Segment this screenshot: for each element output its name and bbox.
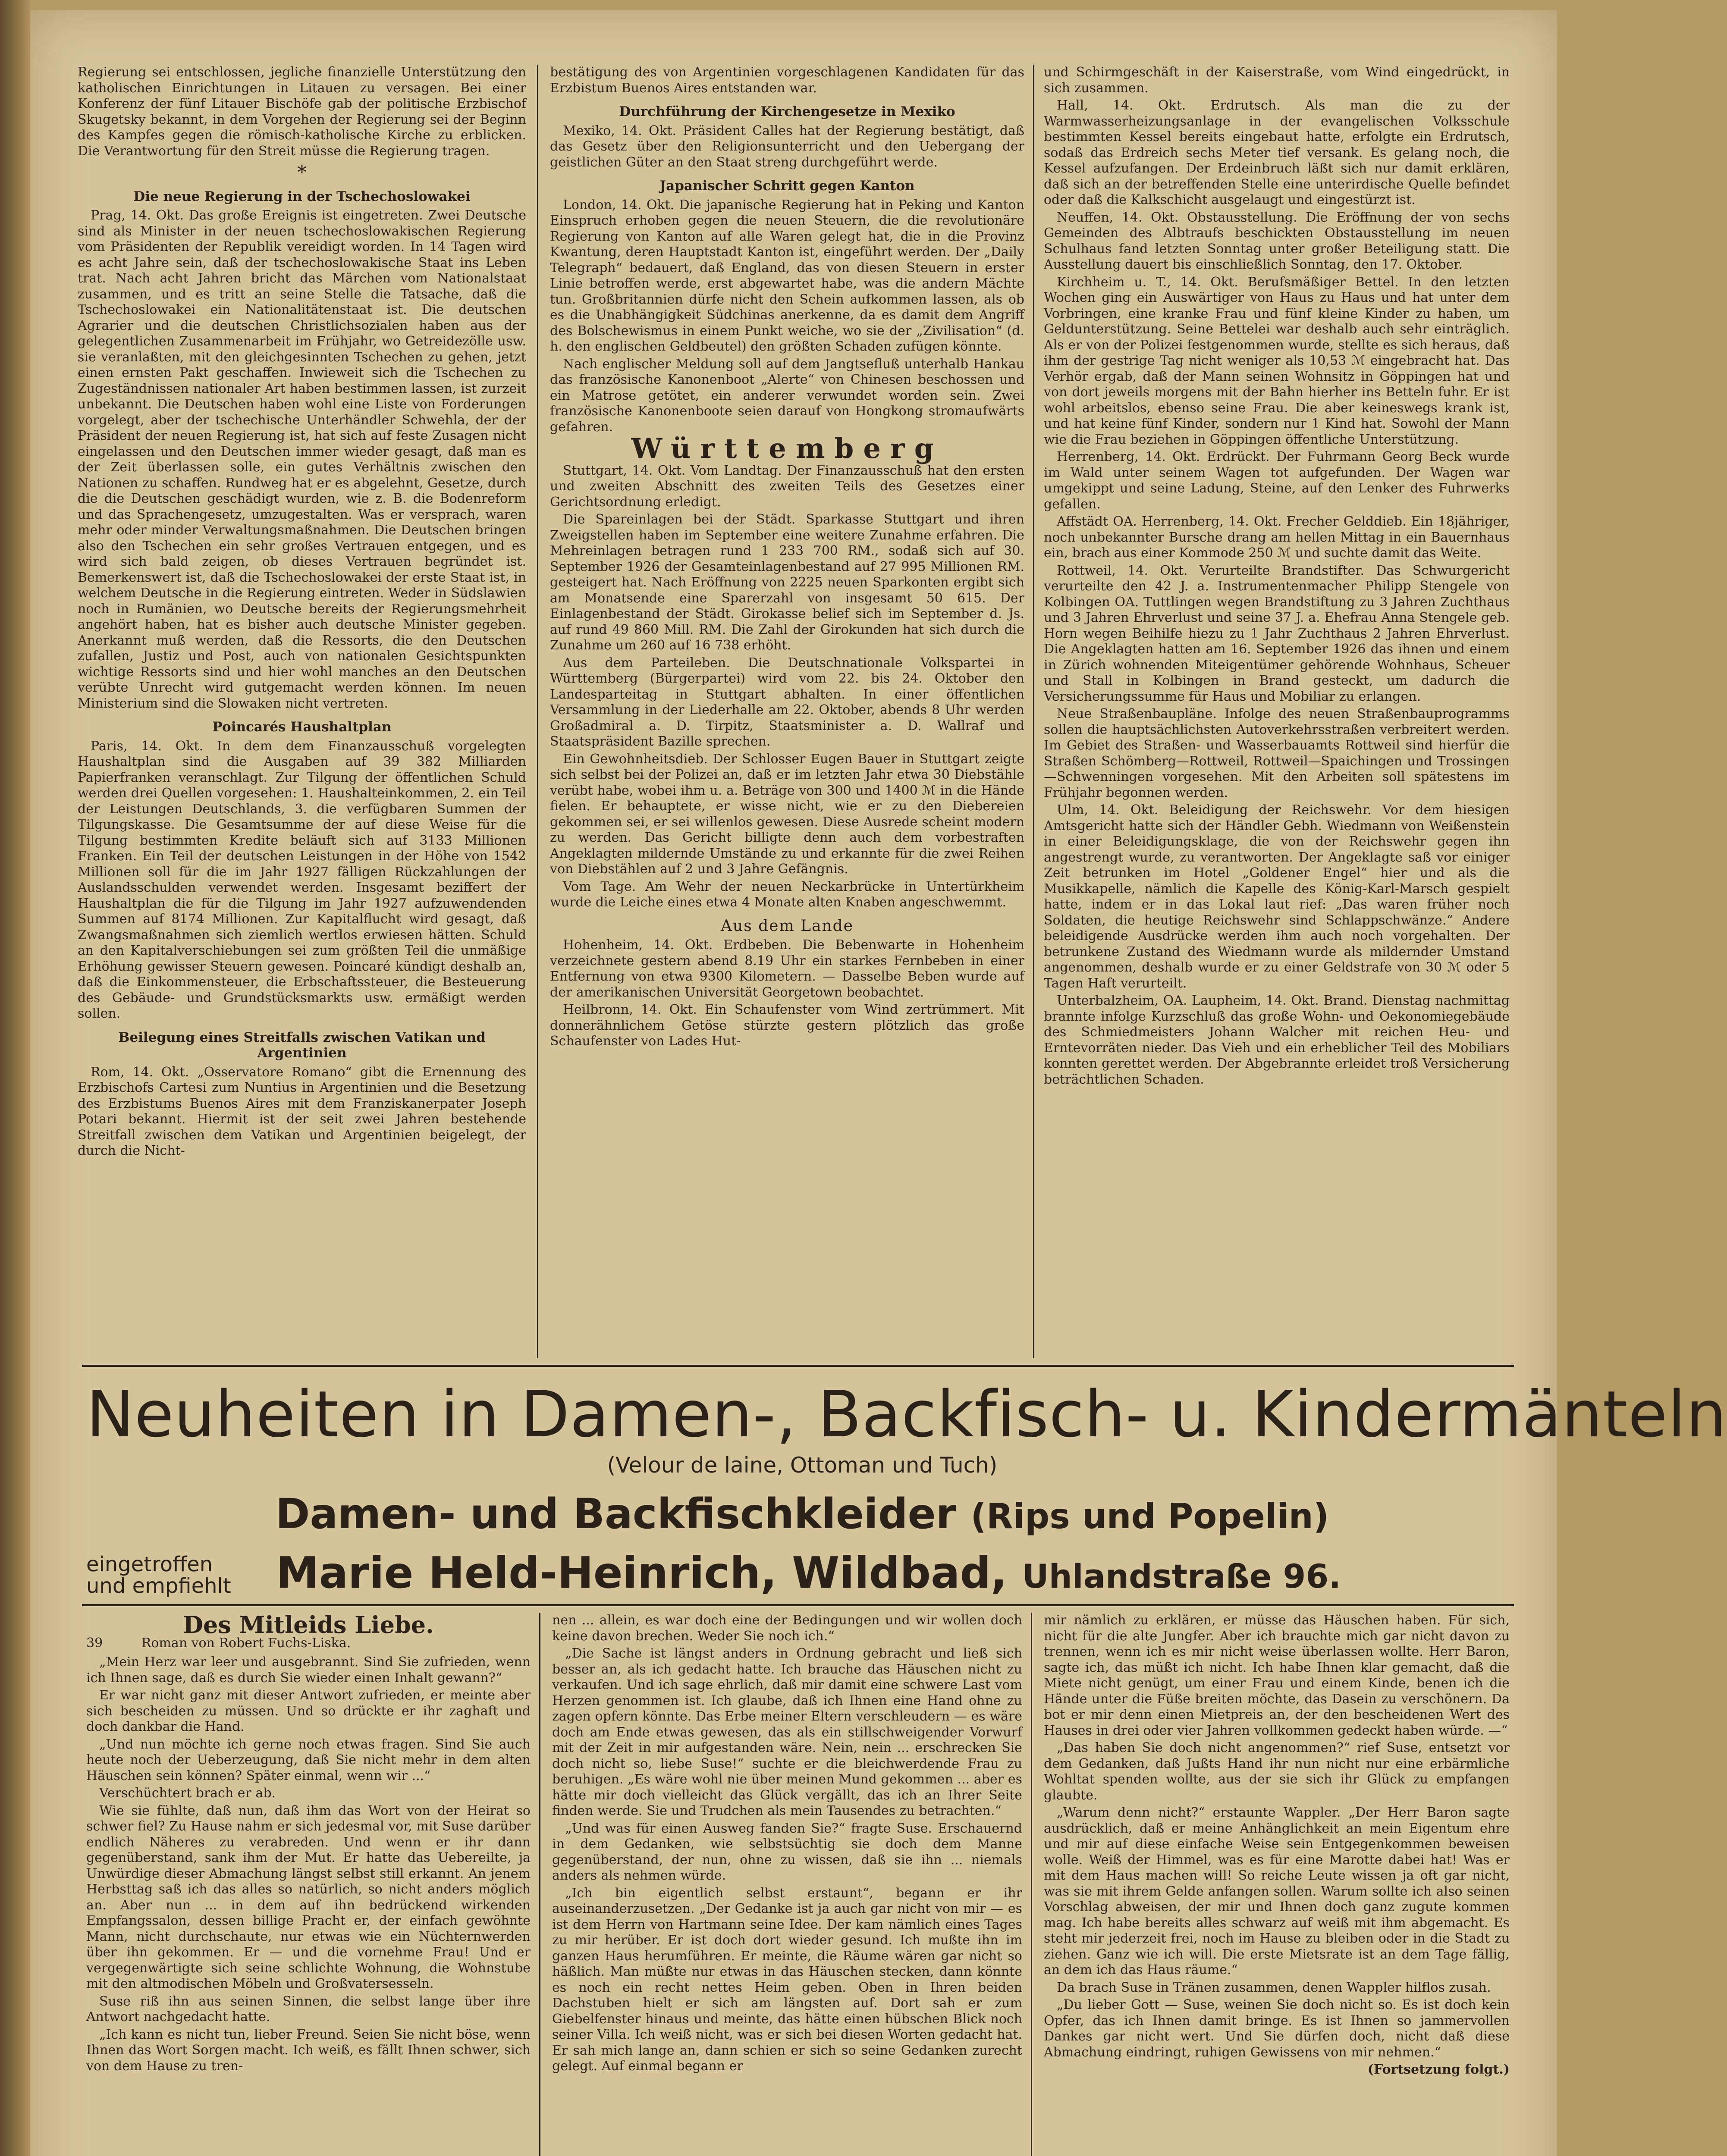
article-paragraph: Ein Gewohnheitsdieb. Der Schlosser Eugen Bauer in Stuttgart zeigte sich selbst bei der Polizei an, daß er im letzten Jahr etwa 30 Diebstähle verübt habe, wobei ihm u. a. Beträge von 300 und 1400 ℳ in die Hände fielen. Er behauptete, er wisse nicht, wie er zu den Diebereien gekommen sei, er sei willenlos gewesen. Diese Ausrede scheint modern zu werden. Das Gericht billigte denn auch dem vorbestraften Angeklagten mildernde Umstände zu und erkannte für die zwei Reihen von Diebstählen auf 2 und 3 Jahre Gefängnis. — [550, 751, 1024, 877]
article-paragraph: Hall, 14. Okt. Erdrutsch. Als man die zu der Warmwasserheizungsanlage in der evangelischen Volksschule bestimmten Kessel bereits eingebaut hatte, erfolgte ein Erdrutsch, sodaß das Erdreich sechs Meter tief versank. Es gelang noch, die Kessel aufzufangen. Der Erdeinbruch läßt sich nur damit erklären, daß sich an der betreffenden Stelle eine unterirdische Quelle befindet oder daß die Kalkschicht ausgelaugt und eingestürzt ist. — [1044, 98, 1510, 207]
ad-dresses-paren: (Rips und Popelin) — [970, 1496, 1329, 1536]
novel-column-1 — [86, 1613, 531, 2156]
ad-firm: Marie Held-Heinrich, Wildbad, — [276, 1548, 1008, 1598]
column-divider — [537, 65, 538, 1358]
novel-paragraph: „Ich kann es nicht tun, lieber Freund. Seien Sie nicht böse, wenn Ihnen das Wort Sorgen macht. Ich weiß, es fällt Ihnen schwer, sich von dem Hause zu tren- — [86, 2027, 531, 2074]
novel-paragraph: „Und nun möchte ich gerne noch etwas fragen. Sind Sie auch heute noch der Ueberzeugung, daß Sie nicht mehr in dem alten Häuschen sein können? Später einmal, wenn wir ...“ — [86, 1736, 531, 1783]
section-title: Württemberg — [631, 432, 943, 465]
ad-firm-name — [276, 1548, 1341, 1598]
novel-paragraph: Er war nicht ganz mit dieser Antwort zufrieden, er meinte aber sich bescheiden zu müssen. Und so drückte er ihr zaghaft und doch dankbar die Hand. — [86, 1688, 531, 1734]
article-paragraph: Stuttgart, 14. Okt. Vom Landtag. Der Finanzausschuß hat den ersten und zweiten Abschnitt des zweiten Teils des Gesetzes einer Gerichtsordnung erledigt. — [550, 463, 1024, 510]
novel-paragraph: nen ... allein, es war doch eine der Bedingungen und wir wollen doch keine davon brechen. Weder Sie noch ich.“ — [552, 1613, 1022, 1644]
novel-paragraph: „Warum denn nicht?“ erstaunte Wappler. „Der Herr Baron sagte ausdrücklich, daß er meine Anhänglichkeit an mein Eigentum ehre und mir auf diese einfache Weise sein Entgegenkommen beweisen wolle. Weiß der Himmel, was es für eine Marotte dabei hat! Was er mit dem Haus machen will! So reiche Leute wissen ja oft gar nicht, was sie mit ihrem Gelde anfangen sollen. Warum sollte ich also seinen Vorschlag abweisen, der mir und Ihnen doch ganz zugute kommen mag. Ich habe bereits alles schwarz auf weiß mit ihm abgemacht. Es steht mir jederzeit frei, noch im Hause zu bleiben oder in die Stadt zu ziehen. Ganz wie ich will. Die erste Mietsrate ist an dem Tage fällig, an dem ich das Haus räume.“ — [1044, 1805, 1510, 1977]
article-paragraph: Rom, 14. Okt. „Osservatore Romano“ gibt die Ernennung des Erzbischofs Cartesi zum Nuntius in Argentinien und die Besetzung des Erzbistums Buenos Aires mit dem Franziskanerpater Joseph Potari bekannt. Hiermit ist der seit zwei Jahren bestehende Streitfall zwischen dem Vatikan und Argentinien beigelegt, der durch die Nicht- — [78, 1064, 526, 1158]
article-paragraph: Die Spareinlagen bei der Städt. Sparkasse Stuttgart und ihren Zweigstellen haben im September eine weitere Zunahme erfahren. Die Mehreinlagen betragen rund 1 233 700 RM., sodaß sich auf 30. September 1926 der Gesamteinlagenbestand auf 27 995 Millionen RM. gesteigert hat. Nach Eröffnung von 2225 neuen Sparkonten ergibt sich am Monatsende eine Sparerzahl von insgesamt 50 615. Der Einlagenbestand der Städt. Girokasse belief sich im September d. Js. auf rund 49 860 Mill. RM. Die Zahl der Girokunden hat sich durch die Zunahme um 260 auf 16 738 erhöht. — [550, 512, 1024, 653]
novel-title: Des Mitleids Liebe. — [183, 1611, 434, 1639]
article-paragraph: Paris, 14. Okt. In dem dem Finanzausschuß vorgelegten Haushaltplan sind die Ausgaben auf 39 382 Milliarden Papierfranken veranschlagt. Zur Tilgung der öffentlichen Schuld werden drei Quellen vorgesehen: 1. Haushalteinkommen, 2. ein Teil der Leistungen Deutschlands, 3. die verfügbaren Summen der Tilgungskasse. Die Gesamtsumme der auf diese Weise für die Tilgung bestimmten Kredite beläuft sich auf 3133 Millionen Franken. Ein Teil der deutschen Leistungen in der Höhe von 1542 Millionen soll für die im Jahr 1927 fälligen Rückzahlungen der Auslandsschulden verwendet werden. Insgesamt beziffert der Haushaltplan die für die Tilgung im Jahr 1927 aufzuwendenden Summen auf 8174 Millionen. Zur Kapitalflucht wird gesagt, daß Zwangsmaßnahmen sich ziemlich wertlos erwiesen hätten. Schuld an den Kapitalverschiebungen sei zum größten Teil die unmäßige Erhöhung gewisser Steuern gewesen. Poincaré kündigt deshalb an, daß die Einkommensteuer, die Erbschaftssteuer, die Besteuerung des Gebäude- und Grundstücksmarkts usw. ermäßigt werden sollen. — [78, 738, 526, 1021]
article-paragraph: Prag, 14. Okt. Das große Ereignis ist eingetreten. Zwei Deutsche sind als Minister in der neuen tschechoslowakischen Regierung vom Präsidenten der Republik vereidigt worden. In 14 Tagen wird es acht Jahre sein, daß der tschechoslowakische Staat ins Leben trat. Nach acht Jahren bricht das Märchen vom Nationalstaat zusammen, und es tritt an seine Stelle die Tatsache, daß die Tschechoslowakei ein Nationalitätenstaat ist. Die deutschen Agrarier und die deutschen Christlichsozialen haben aus der gelegentlichen Zusammenarbeit im Frühjahr, wo Getreidezölle usw. sie veranlaßten, mit den gleichgesinnten Tschechen zu gehen, jetzt einen ernsten Pakt geschaffen. Inwieweit sich die Tschechen zu Zugeständnissen nationaler Art haben bestimmen lassen, ist zurzeit unbekannt. Die Deutschen haben wohl eine Liste von Forderungen vorgelegt, aber der tschechische Unterhändler Schwehla, der der Präsident der neuen Regierung ist, hat sich auf feste Zusagen nicht eingelassen und den Deutschen immer wieder gesagt, daß man es der Zeit überlassen solle, ein gutes Verhältnis zwischen den Nationen zu schaffen. Rundweg hat er es abgelehnt, Gesetze, durch die die Deutschen geschädigt wurden, wie z. B. die Bodenreform und das Sprachengesetz, umzugestalten. Was er versprach, waren mehr oder minder Verwaltungsmaßnahmen. Die Deutschen bringen also den Tschechen ein sehr großes Vertrauen entgegen, und es wird sich bald zeigen, ob dieses Vertrauen begründet ist. Bemerkenswert ist, daß die Tschechoslowakei der erste Staat ist, in welchem Deutsche in die Regierung eintreten. Weder in Südslawien noch in Rumänien, wo Deutsche bereits der Regierungsmehrheit angehört haben, hat es bisher auch deutsche Minister gegeben. Anerkannt muß werden, daß die Ressorts, die den Deutschen zufallen, Justiz und Post, auch von nationalen Gesichtspunkten wichtige Ressorts sind und hier wohl manches an den Deutschen verübte Unrecht wird gutgemacht werden können. Im neuen Ministerium sind die Slowaken nicht vertreten. — [78, 208, 526, 711]
article-paragraph: Mexiko, 14. Okt. Präsident Calles hat der Regierung bestätigt, daß das Gesetz über den Religionsunterricht und den Uebergang der geistlichen Güter an den Staat streng durchgeführt werde. — [550, 123, 1024, 170]
article-paragraph: Regierung sei entschlossen, jegliche finanzielle Unterstützung den katholischen Einrichtungen in Litauen zu versagen. Bei einer Konferenz der fünf Litauer Bischöfe gab der politische Erzbischof Skugetsky bekannt, in dem Vorgehen der Regierung sei der Beginn des Kampfes gegen die römisch-katholische Kirche zu erblicken. Die Verantwortung für den Streit müsse die Regierung tragen. — [78, 65, 526, 159]
advertisement — [86, 1377, 1727, 1602]
ad-small-text — [86, 1554, 231, 1597]
novel-paragraph: Da brach Suse in Tränen zusammen, denen Wappler hilflos zusah. — [1057, 1980, 1491, 1995]
article-paragraph: Neue Straßenbaupläne. Infolge des neuen Straßenbauprogramms sollen die hauptsächlichsten Autoverkehrsstraßen verbreitert werden. Im Gebiet des Straßen- und Wasserbauamts Rottweil sind hierfür die Straßen Schömberg—Rottweil, Rottweil—Spaichingen und Trossingen—Schwenningen vorgesehen. Mit den Arbeiten soll spätestens im Frühjahr begonnen werden. — [1044, 706, 1510, 800]
article-paragraph: Vom Tage. Am Wehr der neuen Neckarbrücke in Untertürkheim wurde die Leiche eines etwa 4 Monate alten Knaben angeschwemmt. — [550, 879, 1024, 910]
column-divider — [1033, 65, 1034, 1358]
novel-column-2 — [552, 1613, 1022, 2156]
article-headline: Die neue Regierung in der Tschechoslowakei — [133, 188, 471, 204]
article-paragraph: Neuffen, 14. Okt. Obstausstellung. Die Eröffnung der von sechs Gemeinden des Albtraufs beschickten Obstausstellung im neuen Schulhaus fand letzten Sonntag unter großer Beteiligung statt. Die Ausstellung dauert bis einschließlich Sonntag, den 17. Oktober. — [1044, 210, 1510, 272]
ad-dresses — [86, 1490, 1518, 1538]
novel-paragraph: „Ich bin eigentlich selbst erstaunt“, begann er ihr auseinanderzusetzen. „Der Gedanke ist ja auch gar nicht von mir — es ist dem Herrn von Hartmann seine Idee. Der kam nämlich eines Tages zu mir herüber. Er ist doch dort wieder gesund. Ich mußte ihn im ganzen Haus herumführen. Er meinte, die Räume wären gar nicht so häßlich. Man müßte nur etwas in das Häuschen stecken, dann könnte es noch ein recht nettes Heim geben. Oben in Ihren beiden Dachstuben hielt er sich am längsten auf. Dort sah er zum Giebelfenster hinaus und meinte, das hätte einen hübschen Blick noch seiner Villa. Ich weiß nicht, was er sich bei diesen Worten gedacht hat. Er sah mich lange an, dann schien er sich so seine Gedanken zurecht gelegt. Auf einmal begann er — [552, 1885, 1022, 2074]
column-2 — [550, 65, 1024, 1350]
article-paragraph: Nach englischer Meldung soll auf dem Jangtsefluß unterhalb Hankau das französische Kanonenboot „Alerte“ von Chinesen beschossen und ein Matrose getötet, ein anderer verwundet worden sein. Zwei französische Kanonenboote seien darauf von Hongkong stromaufwärts gefahren. — [550, 356, 1024, 435]
installment-number: 39 — [86, 1635, 103, 1651]
ad-small-line: eingetroffen — [86, 1552, 213, 1576]
column-divider — [539, 1613, 540, 2156]
article-paragraph: Aus dem Parteileben. Die Deutschnationale Volkspartei in Württemberg (Bürgerpartei) wird vom 22. bis 24. Oktober den Landesparteitag in Stuttgart abhalten. In einer öffentlichen Versammlung in der Liederhalle am 22. Oktober, abends 8 Uhr werden Großadmiral a. D. Tirpitz, Staatsminister a. D. Wallraf und Staatspräsident Bazille sprechen. — [550, 655, 1024, 749]
novel-paragraph: „Und was für einen Ausweg fanden Sie?“ fragte Suse. Erschauernd in dem Gedanken, wie selbstsüchtig sie doch dem Manne gegenüberstand, der nun, ohne zu wissen, daß sie ihn ... niemals anders als nehmen würde. — [552, 1821, 1022, 1883]
novel-paragraph: Suse riß ihn aus seinen Sinnen, die selbst lange über ihre Antwort nachgedacht hatte. — [86, 1993, 531, 2024]
article-paragraph: Hohenheim, 14. Okt. Erdbeben. Die Bebenwarte in Hohenheim verzeichnete gestern abend 8.19 Uhr ein starkes Fernbeben in einer Entfernung von etwa 9300 Kilometern. — Dasselbe Beben wurde auf der amerikanischen Universität Georgetown beobachtet. — [550, 937, 1024, 1000]
novel-text — [86, 1655, 531, 2074]
ad-dresses-main: Damen- und Backfischkleider — [275, 1490, 956, 1538]
novel-paragraph: „Das haben Sie doch nicht angenommen?“ rief Suse, entsetzt vor dem Gedanken, daß Jußts Hand ihr nun nicht nur eine erbärmliche Wohltat spenden wollte, aus der sie sich ihr Glück zu empfangen glaubte. — [1044, 1740, 1510, 1803]
column-divider — [1031, 1613, 1032, 2156]
article-headline: Durchführung der Kirchengesetze in Mexiko — [619, 104, 955, 119]
article-headline: Beilegung eines Streitfalls zwischen Vatikan und Argentinien — [118, 1029, 486, 1061]
novel-paragraph: „Du lieber Gott — Suse, weinen Sie doch nicht so. Es ist doch kein Opfer, das ich Ihnen damit bringe. Es ist Ihnen so jammervollen Dankes gar nicht wert. Und Sie dürfen doch, nicht daß diese Abmachung eindringt, ruhigen Gewissens von mir nehmen.“ — [1044, 1997, 1510, 2060]
separator-star: * — [297, 162, 307, 184]
ad-address: Uhlandstraße 96. — [1022, 1557, 1341, 1595]
novel-text — [1044, 1613, 1510, 2060]
book-binding — [0, 0, 30, 2156]
ad-subtitle: (Velour de laine, Ottoman und Tuch) — [607, 1453, 998, 1478]
article-paragraph: und Schirmgeschäft in der Kaiserstraße, vom Wind eingedrückt, in sich zusammen. — [1044, 65, 1510, 96]
article-headline: Poincarés Haushaltplan — [212, 719, 392, 735]
ad-firm-row — [86, 1548, 1518, 1599]
ad-headline: Neuheiten in Damen-, Backfisch- u. Kindermänteln — [86, 1377, 1727, 1451]
column-3 — [1044, 65, 1510, 1350]
article-paragraph: bestätigung des von Argentinien vorgeschlagenen Kandidaten für das Erzbistum Buenos Aires entstanden war. — [550, 65, 1024, 96]
continued-note: (Fortsetzung folgt.) — [1367, 2062, 1510, 2077]
article-paragraph: Herrenberg, 14. Okt. Erdrückt. Der Fuhrmann Georg Beck wurde im Wald unter seinem Wagen tot aufgefunden. Der Wagen war umgekippt und seine Ladung, Steine, auf den Lenker des Fuhrwerks gefallen. — [1044, 449, 1510, 512]
article-paragraph: Ulm, 14. Okt. Beleidigung der Reichswehr. Vor dem hiesigen Amtsgericht hatte sich der Händler Gebh. Wiedmann von Weißenstein in einer Beleidigungsklage, die von der Reichswehr gegen ihn angestrengt wurde, zu verantworten. Der Angeklagte saß vor einiger Zeit betrunken im Hotel „Goldener Engel“ hier und als die Musikkapelle, nämlich die Kapelle des König-Karl-Marsch gespielt hatte, indem er in das Lokal laut rief: „Das waren früher noch Soldaten, die heutige Reichswehr sind Schlappschwänze.“ Andere beleidigende Ausdrücke werden ihm auch noch vorgehalten. Der betrunkene Zustand des Wiedmann wurde als mildernder Umstand angenommen, deshalb wurde er zu einer Geldstrafe von 30 ℳ oder 5 Tagen Haft verurteilt. — [1044, 802, 1510, 991]
novel-paragraph: „Mein Herz war leer und ausgebrannt. Sind Sie zufrieden, wenn ich Ihnen sage, daß es durch Sie wieder einen Inhalt gewann?“ — [86, 1655, 531, 1686]
article-headline: Japanischer Schritt gegen Kanton — [659, 178, 915, 194]
ad-bottom-rule — [82, 1604, 1514, 1606]
novel-column-3 — [1044, 1613, 1510, 2156]
article-paragraph: Affstädt OA. Herrenberg, 14. Okt. Frecher Gelddieb. Ein 18jähriger, noch unbekannter Bursche drang am hellen Mittag in ein Bauernhaus ein, brach aus einer Kommode 250 ℳ und suchte damit das Weite. — [1044, 514, 1510, 561]
novel-paragraph: mir nämlich zu erklären, er müsse das Häuschen haben. Für sich, nicht für die alte Jungfer. Aber ich brauchte mich gar nicht davon zu trennen, wenn ich es mir nicht weise überlassen wollte. Herr Baron, sagte ich, das müßt ich nicht. Ich habe Ihnen klar gemacht, daß die Miete nicht genügt, um einer Frau und einem Kinde, benen ich die Hände unter die Füße breiten möchte, das Dasein zu verschönern. Da bot er mir denn einen Mietpreis an, der den bescheidenen Wert des Hauses in drei oder vier Jahren vollkommen gedeckt haben würde. —“ — [1044, 1613, 1510, 1738]
column-1 — [78, 65, 526, 1350]
novel-paragraph: Verschüchtert brach er ab. — [99, 1786, 276, 1801]
novel-byline: Roman von Robert Fuchs-Liska. — [141, 1635, 351, 1651]
article-paragraph: Rottweil, 14. Okt. Verurteilte Brandstifter. Das Schwurgericht verurteilte den 42 J. a. Instrumentenmacher Philipp Stengele von Kolbingen OA. Tuttlingen wegen Brandstiftung zu 3 Jahren Zuchthaus und 3 Jahren Ehrverlust und seine 37 J. a. Ehefrau Anna Stengele geb. Horn wegen Beihilfe hiezu zu 1 Jahr Zuchthaus 2 Jahren Ehrverlust. Die Angeklagten hatten am 16. September 1926 das ihnen und einem in Zürich wohnenden Miteigentümer gehörende Wohnhaus, Scheuer und Stall in Kolbingen in Brand gesteckt, um dadurch die Versicherungssumme für Haus und Mobiliar zu erlangen. — [1044, 563, 1510, 704]
novel-paragraph: „Die Sache ist längst anders in Ordnung gebracht und ließ sich besser an, als ich gedacht hatte. Ich brauche das Häuschen nicht zu verkaufen. Und ich sage ehrlich, daß mir damit eine schwere Last vom Herzen genommen ist. Ich glaube, daß ich Ihnen eine Hand ohne zu zagen opfern könnte. Das Erbe meiner Eltern verschleudern — es wäre doch am Ende etwas gewesen, das als ein stillschweigender Vorwurf mit der Zeit in mir aufgestanden wäre. Nein, nein ... erschrecken Sie doch nicht so, liebe Suse!“ suchte er die bleichwerdende Frau zu beruhigen. „Es wäre wohl nie über meinen Mund gekommen ... aber es hätte mir doch vielleicht das Glück vergällt, das ich an Ihrer Seite finden werde. Sie und Trudchen als mein Tausendes zu betrachten.“ — [552, 1646, 1022, 1818]
novel-byline-row — [86, 1636, 531, 1651]
article-paragraph: Unterbalzheim, OA. Laupheim, 14. Okt. Brand. Dienstag nachmittag brannte infolge Kurzschluß das große Wohn- und Oekonomiegebäude des Schmiedmeisters Johann Walcher mit reichen Heu- und Erntevorräten nieder. Das Vieh und ein erheblicher Teil des Mobiliars konnten gerettet werden. Der Abgebrannte erleidet troß Versicherung beträchtlichen Schaden. — [1044, 993, 1510, 1087]
ad-small-line: und empfiehlt — [86, 1574, 231, 1598]
article-paragraph: Heilbronn, 14. Okt. Ein Schaufenster vom Wind zertrümmert. Mit donnerähnlichem Getöse stürzte gestern plötzlich das große Schaufenster von Lades Hut- — [550, 1002, 1024, 1049]
article-paragraph: Kirchheim u. T., 14. Okt. Berufsmäßiger Bettel. In den letzten Wochen ging ein Auswärtiger von Haus zu Haus und hat unter dem Vorbringen, eine kranke Frau und fünf kleine Kinder zu haben, um Geldunterstützung. Seine Bettelei war deshalb auch sehr einträglich. Als er von der Polizei festgenommen wurde, stellte es sich heraus, daß ihm der gestrige Tag nicht weniger als 10,53 ℳ eingebracht hat. Das Verhör ergab, daß der Mann seinen Wohnsitz in Göppingen hat und von dort jeweils morgens mit der Bahn hierher ins Betteln fuhr. Er ist wohl arbeitslos, ebenso seine Frau. Die aber keineswegs krank ist, und hat keine fünf Kinder, sondern nur 1 Kind hat. Sowohl der Mann wie die Frau beziehen in Göppingen öffentliche Unterstützung. — [1044, 274, 1510, 447]
novel-paragraph: Wie sie fühlte, daß nun, daß ihm das Wort von der Heirat so schwer fiel? Zu Hause nahm er sich jedesmal vor, mit Suse darüber endlich Näheres zu verabreden. Und wenn er ihr dann gegenüberstand, sank ihm der Mut. Er hatte das Uebereilte, ja Unwürdige dieser Abmachung längst selbst still erkannt. An jenem Herbsttag saß ich das alles so natürlich, so nicht anders möglich an. Aber nun ... in dem auf ihn bedrückend wirkenden Empfangssalon, dessen billige Pracht er, der einfach gewöhnte Mann, nicht durchschaute, nur etwas wie ein Nüchternwerden über ihn gekommen. Er — und die vornehme Frau! Und er vergegenwärtigte sich seine schlichte Wohnung, die Wohnstube mit den altmodischen Möbeln und Großvatersesseln. — [86, 1803, 531, 1991]
article-paragraph: London, 14. Okt. Die japanische Regierung hat in Peking und Kanton Einspruch erhoben gegen die neuen Steuern, die die revolutionäre Regierung von Kanton auf alle Waren gelegt hat, die in die Provinz Kwantung, deren Hauptstadt Kanton ist, eingeführt werden. Der „Daily Telegraph“ bedauert, daß England, das von diesen Steuern in erster Linie betroffen werde, erst abgewartet habe, was die andern Mächte tun. Großbritannien dürfe nicht den Schein aufkommen lassen, als ob es die Unabhängigkeit Südchinas anerkenne, da es damit dem Angriff des Bolschewismus in einem Punkt weiche, wo sie der „Zivilisation“ (d. h. den englischen Geldbeutel) den größten Schaden zufügen könnte. — [550, 197, 1024, 354]
subsection-title: Aus dem Lande — [721, 917, 854, 935]
ad-top-rule — [82, 1365, 1514, 1367]
